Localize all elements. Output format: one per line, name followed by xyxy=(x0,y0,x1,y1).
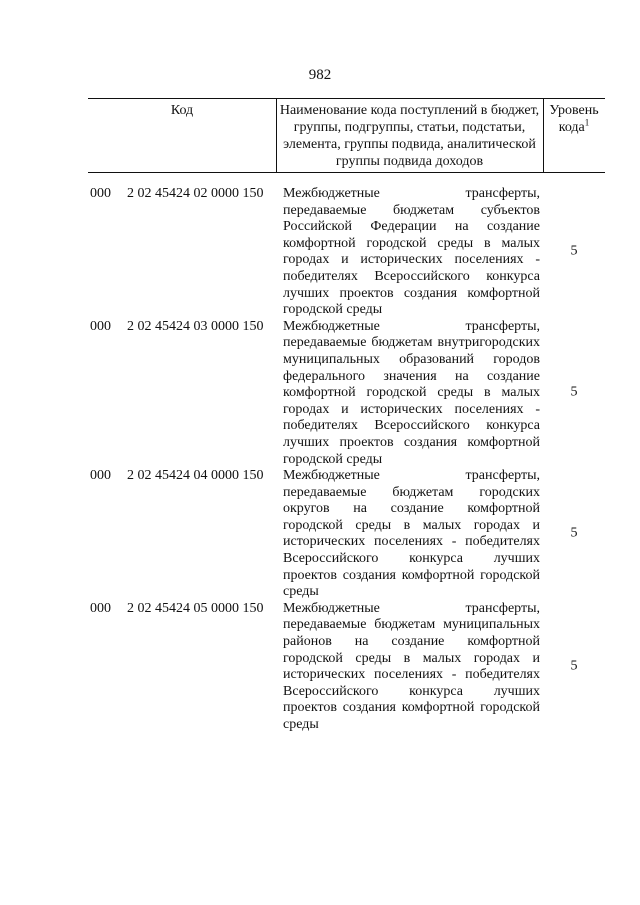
header-bottom-rule xyxy=(88,172,605,173)
table-row xyxy=(0,468,640,601)
admin-code: 000 xyxy=(90,600,111,616)
table-body xyxy=(0,186,640,734)
admin-code: 000 xyxy=(90,468,111,484)
code-level: 5 xyxy=(570,658,578,674)
code-level: 5 xyxy=(570,385,578,401)
revenue-name: Межбюджетные трансферты, передаваемые бюджетам субъектов Российской Федерации на создание комфортной городской среды в малых городах и исторических поселениях - победителях Всероссийского конкурса лучших проектов создания комфортной городской среды xyxy=(283,186,540,318)
code-level: 5 xyxy=(570,526,578,542)
header-level-footnote: 1 xyxy=(584,117,590,128)
admin-code: 000 xyxy=(90,186,111,201)
revenue-name: Межбюджетные трансферты, передаваемые бюджетам внутригородских муниципальных образований городов федерального значения на создание комфортной городской среды в малых городах и исторических поселениях - победителях Всероссийского конкурса лучших проектов создания комфортной городской среды xyxy=(283,318,540,467)
revenue-name: Межбюджетные трансферты, передаваемые бюджетам городских округов на создание комфортной городской среды в малых городах и исторических поселениях - победителях Всероссийского конкурса лучших проектов создания комфортной городской среды xyxy=(283,468,540,600)
revenue-code: 2 02 45424 03 0000 150 xyxy=(127,318,264,334)
code-level: 5 xyxy=(570,244,578,260)
page-number: 982 xyxy=(308,67,332,83)
revenue-code: 2 02 45424 05 0000 150 xyxy=(127,600,264,616)
revenue-name: Межбюджетные трансферты, передаваемые бюджетам муниципальных районов на создание комфортной городской среды в малых городах и исторических поселениях - победителях Всероссийского конкурса лучших проектов создания комфортной городской среды xyxy=(283,600,540,732)
table-row xyxy=(0,601,640,734)
header-code: Код xyxy=(170,103,194,118)
admin-code: 000 xyxy=(90,318,111,334)
table-row xyxy=(0,319,640,468)
header-level xyxy=(543,102,605,136)
header-name: Наименование кода поступлений в бюджет, группы, подгруппы, статьи, подстатьи, элемента, группы подвида, аналитической группы подвида доходов xyxy=(279,103,540,169)
revenue-code: 2 02 45424 02 0000 150 xyxy=(127,186,264,201)
table-row xyxy=(0,186,640,319)
revenue-code: 2 02 45424 04 0000 150 xyxy=(127,468,264,484)
header-level-label: Уровень кода xyxy=(549,103,599,135)
header-top-rule xyxy=(88,98,605,99)
